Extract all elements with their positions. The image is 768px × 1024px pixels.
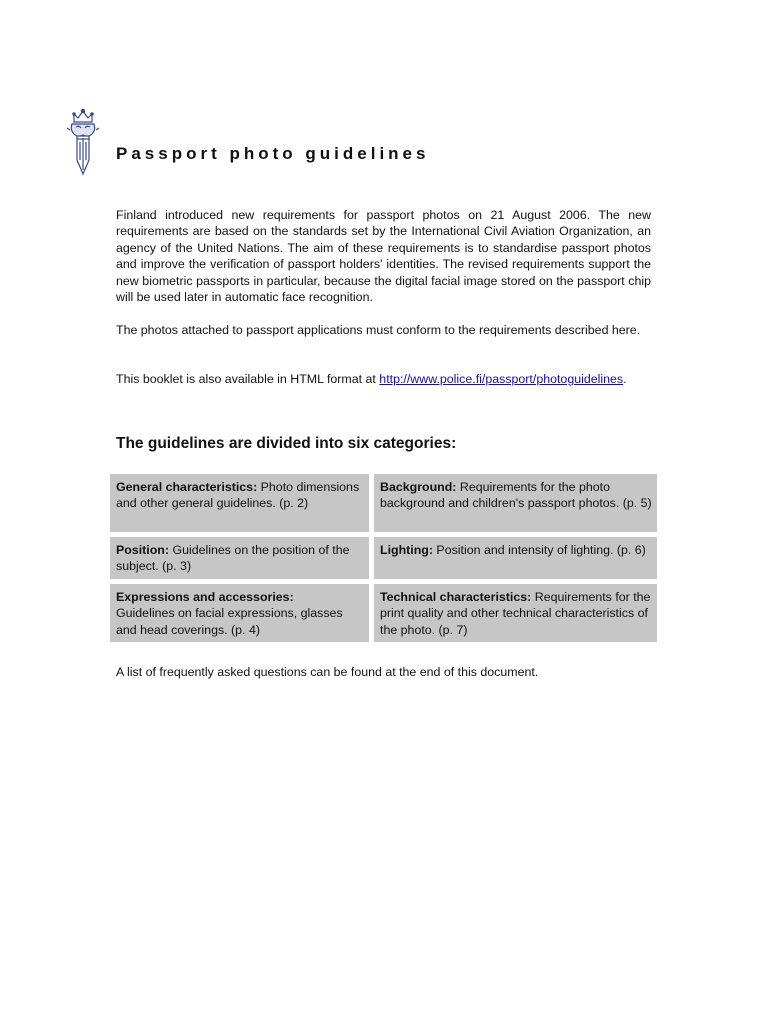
category-text: Guidelines on the position of the subject. (p. 3) xyxy=(116,543,350,574)
police-emblem-icon xyxy=(66,108,100,178)
category-label: Expressions and accessories: xyxy=(116,590,294,604)
category-text: Requirements for the print quality and other technical characteristics of the photo. (p. 7) xyxy=(380,590,651,637)
intro-paragraph: Finland introduced new requirements for passport photos on 21 August 2006. The new requirements are based on the standards set by the International Civil Aviation Organization, an agency of the United Nations. The aim of these requirements is to standardise passport photos and improve the verification of passport holders' identities. The revised requirements support the new biometric passports in particular, because the digital facial image stored on the passport chip will be used later in automatic face recognition. xyxy=(116,208,651,305)
html-format-text: This booklet is also available in HTML format at xyxy=(116,372,380,386)
category-text: Requirements for the photo background and children's passport photos. (p. 5) xyxy=(380,480,652,511)
category-lighting xyxy=(374,537,657,579)
html-format-suffix: . xyxy=(623,372,627,386)
photoguidelines-link[interactable]: http://www.police.fi/passport/photoguidelines xyxy=(379,372,624,386)
categories-table xyxy=(110,474,657,642)
category-technical xyxy=(374,584,657,642)
category-label: General characteristics: xyxy=(116,480,258,494)
faq-note: A list of frequently asked questions can be found at the end of this document. xyxy=(116,665,539,679)
requirements-paragraph: The photos attached to passport applications must conform to the requirements described here. xyxy=(116,323,641,337)
html-format-paragraph xyxy=(116,371,651,387)
category-label: Position: xyxy=(116,543,169,557)
page-title: Passport photo guidelines xyxy=(116,144,430,163)
category-label: Lighting: xyxy=(380,543,433,557)
category-text: Position and intensity of lighting. (p. 6) xyxy=(432,543,646,557)
category-label: Technical characteristics: xyxy=(380,590,532,604)
category-label: Background: xyxy=(380,480,457,494)
category-text: Photo dimensions and other general guidelines. (p. 2) xyxy=(116,480,360,511)
category-general xyxy=(110,474,369,532)
category-position xyxy=(110,537,369,579)
category-text: Guidelines on facial expressions, glasses and head coverings. (p. 4) xyxy=(116,606,343,637)
category-expressions xyxy=(110,584,369,642)
category-background xyxy=(374,474,657,532)
categories-heading: The guidelines are divided into six categories: xyxy=(116,435,457,452)
